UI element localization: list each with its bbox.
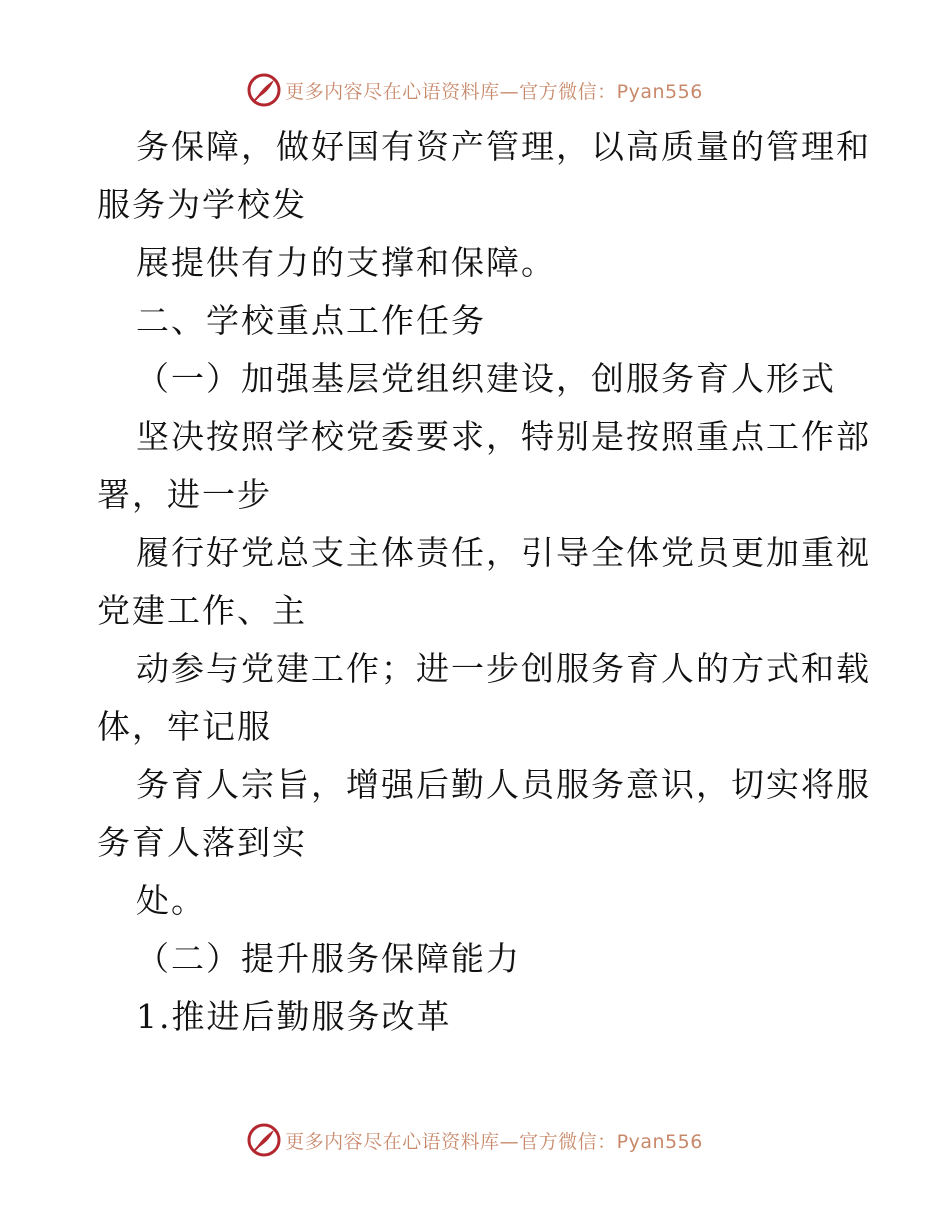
red-quill-seal-icon bbox=[247, 73, 281, 107]
text-line: 履行好党总支主体责任，引导全体党员更加重视 bbox=[136, 533, 871, 572]
text-line: 署，进一步 bbox=[97, 475, 272, 514]
text-line: 展提供有力的支撑和保障。 bbox=[136, 243, 556, 282]
text-line: 党建工作、主 bbox=[97, 591, 307, 630]
text-line: 二、学校重点工作任务 bbox=[136, 301, 486, 340]
text-line: 务保障，做好国有资产管理，以高质量的管理和 bbox=[136, 127, 871, 166]
text-line: 体，牢记服 bbox=[97, 707, 272, 746]
header-banner bbox=[0, 70, 950, 110]
text-line: 处。 bbox=[136, 881, 206, 920]
text-line: 坚决按照学校党委要求，特别是按照重点工作部 bbox=[136, 417, 871, 456]
document-body bbox=[97, 118, 871, 1046]
red-quill-seal-icon bbox=[247, 1123, 281, 1157]
text-line: （二）提升服务保障能力 bbox=[136, 939, 521, 978]
text-line: 1.推进后勤服务改革 bbox=[136, 997, 452, 1036]
text-line: 务育人宗旨，增强后勤人员服务意识，切实将服 bbox=[136, 765, 871, 804]
footer-banner bbox=[0, 1120, 950, 1160]
footer-banner-text: 更多内容尽在心语资料库—官方微信：Pyan556 bbox=[285, 1130, 703, 1153]
header-banner-text: 更多内容尽在心语资料库—官方微信：Pyan556 bbox=[285, 80, 703, 103]
text-line: （一）加强基层党组织建设，创服务育人形式 bbox=[136, 359, 836, 398]
text-line: 服务为学校发 bbox=[97, 185, 307, 224]
text-line: 务育人落到实 bbox=[97, 823, 307, 862]
text-line: 动参与党建工作；进一步创服务育人的方式和载 bbox=[136, 649, 871, 688]
